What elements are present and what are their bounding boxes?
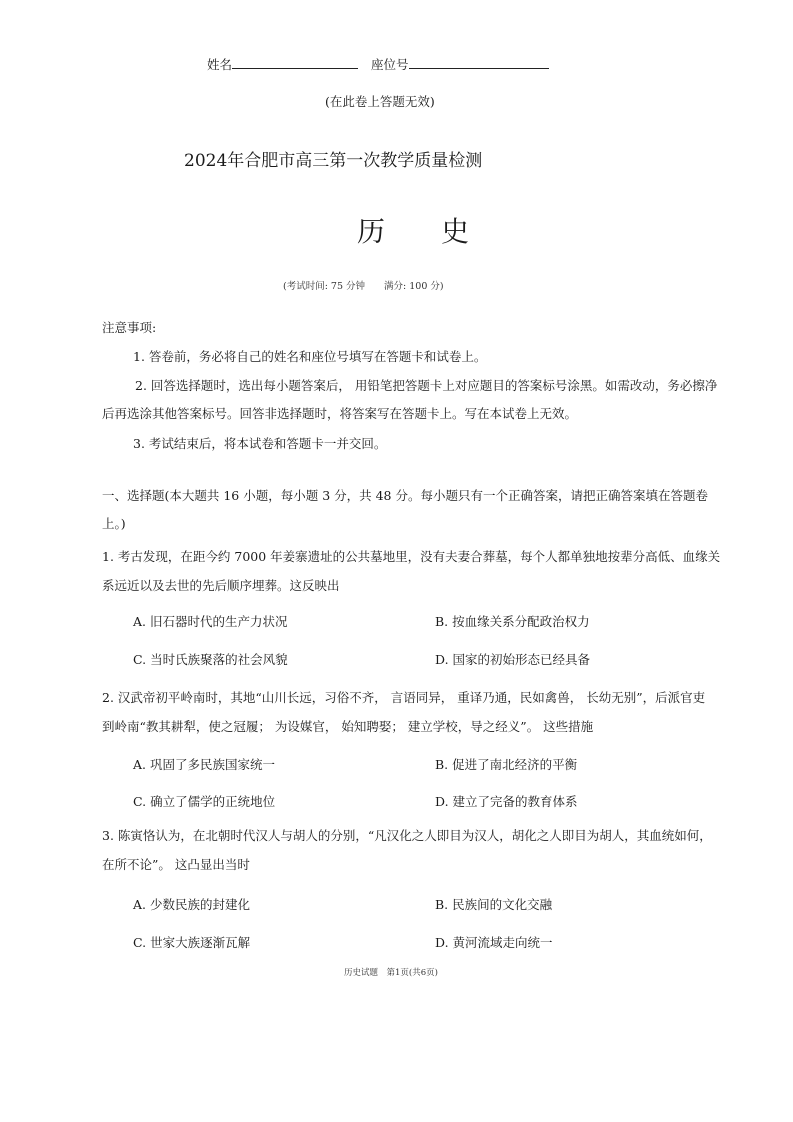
question-3-option-b: B. 民族间的文化交融	[435, 897, 553, 912]
seat-label: 座位号	[371, 57, 409, 72]
section-1-line2: 上。)	[102, 516, 126, 531]
notice-item-1: 1. 答卷前，务必将自己的姓名和座位号填写在答题卡和试卷上。	[133, 349, 487, 364]
question-3-line2: 在所不论”。 这凸显出当时	[102, 857, 250, 872]
question-2-line2: 到岭南“教其耕犁，使之冠履； 为设媒官， 始知聘娶； 建立学校，导之经义”。 这些措施	[102, 719, 594, 734]
question-3-line1: 3. 陈寅恪认为，在北朝时代汉人与胡人的分别，“凡汉化之人即目为汉人，胡化之人即目为胡人，其血统如何，	[102, 828, 712, 843]
notice-item-3: 3. 考试结束后，将本试卷和答题卡一并交回。	[133, 436, 387, 451]
question-1-option-b: B. 按血缘关系分配政治权力	[435, 614, 590, 629]
name-label: 姓名	[207, 57, 233, 72]
question-2-line1: 2. 汉武帝初平岭南时，其地“山川长远，习俗不齐， 言语同异， 重译乃通，民如禽兽， 长幼无别”，后派官吏	[102, 690, 706, 705]
question-2-option-a: A. 巩固了多民族国家统一	[133, 757, 275, 772]
exam-title: 2024年合肥市高三第一次教学质量检测	[184, 151, 483, 171]
question-2-option-c: C. 确立了儒学的正统地位	[133, 794, 276, 809]
notice-heading: 注意事项:	[102, 320, 157, 335]
notice-item-2-line2: 后再选涂其他答案标号。回答非选择题时，将答案写在答题卡上。写在本试卷上无效。	[102, 406, 578, 421]
name-blank	[232, 54, 358, 69]
seat-field-row	[371, 54, 549, 73]
invalid-note: (在此卷上答题无效)	[325, 94, 435, 109]
question-2-option-d: D. 建立了完备的教育体系	[435, 794, 578, 809]
question-2-option-b: B. 促进了南北经济的平衡	[435, 757, 578, 772]
question-1-line1: 1. 考古发现，在距今约 7000 年姜寨遗址的公共墓地里，没有夫妻合葬墓，每个人都单独地按辈分高低、血缘关	[102, 549, 721, 564]
page-footer: 历史试题 第1页(共6页)	[344, 968, 438, 978]
question-3-option-a: A. 少数民族的封建化	[133, 897, 250, 912]
section-1-line1: 一、选择题(本大题共 16 小题，每小题 3 分，共 48 分。每小题只有一个正确答案，请把正确答案填在答题卷	[102, 488, 708, 503]
question-3-option-c: C. 世家大族逐渐瓦解	[133, 935, 251, 950]
name-field-row	[207, 54, 358, 73]
seat-blank	[409, 54, 549, 69]
question-1-option-d: D. 国家的初始形态已经具备	[435, 652, 591, 667]
question-3-option-d: D. 黄河流域走向统一	[435, 935, 553, 950]
question-1-option-a: A. 旧石器时代的生产力状况	[133, 614, 288, 629]
subject-title: 历 史	[357, 215, 470, 248]
question-1-line2: 系远近以及去世的先后顺序埋葬。这反映出	[102, 578, 340, 593]
notice-item-2-line1: 2. 回答选择题时，选出每小题答案后， 用铅笔把答题卡上对应题目的答案标号涂黑。如需改动，务必擦净	[135, 378, 718, 393]
question-1-option-c: C. 当时氏族聚落的社会风貌	[133, 652, 288, 667]
exam-time-info: (考试时间: 75 分钟 满分: 100 分)	[283, 281, 444, 292]
